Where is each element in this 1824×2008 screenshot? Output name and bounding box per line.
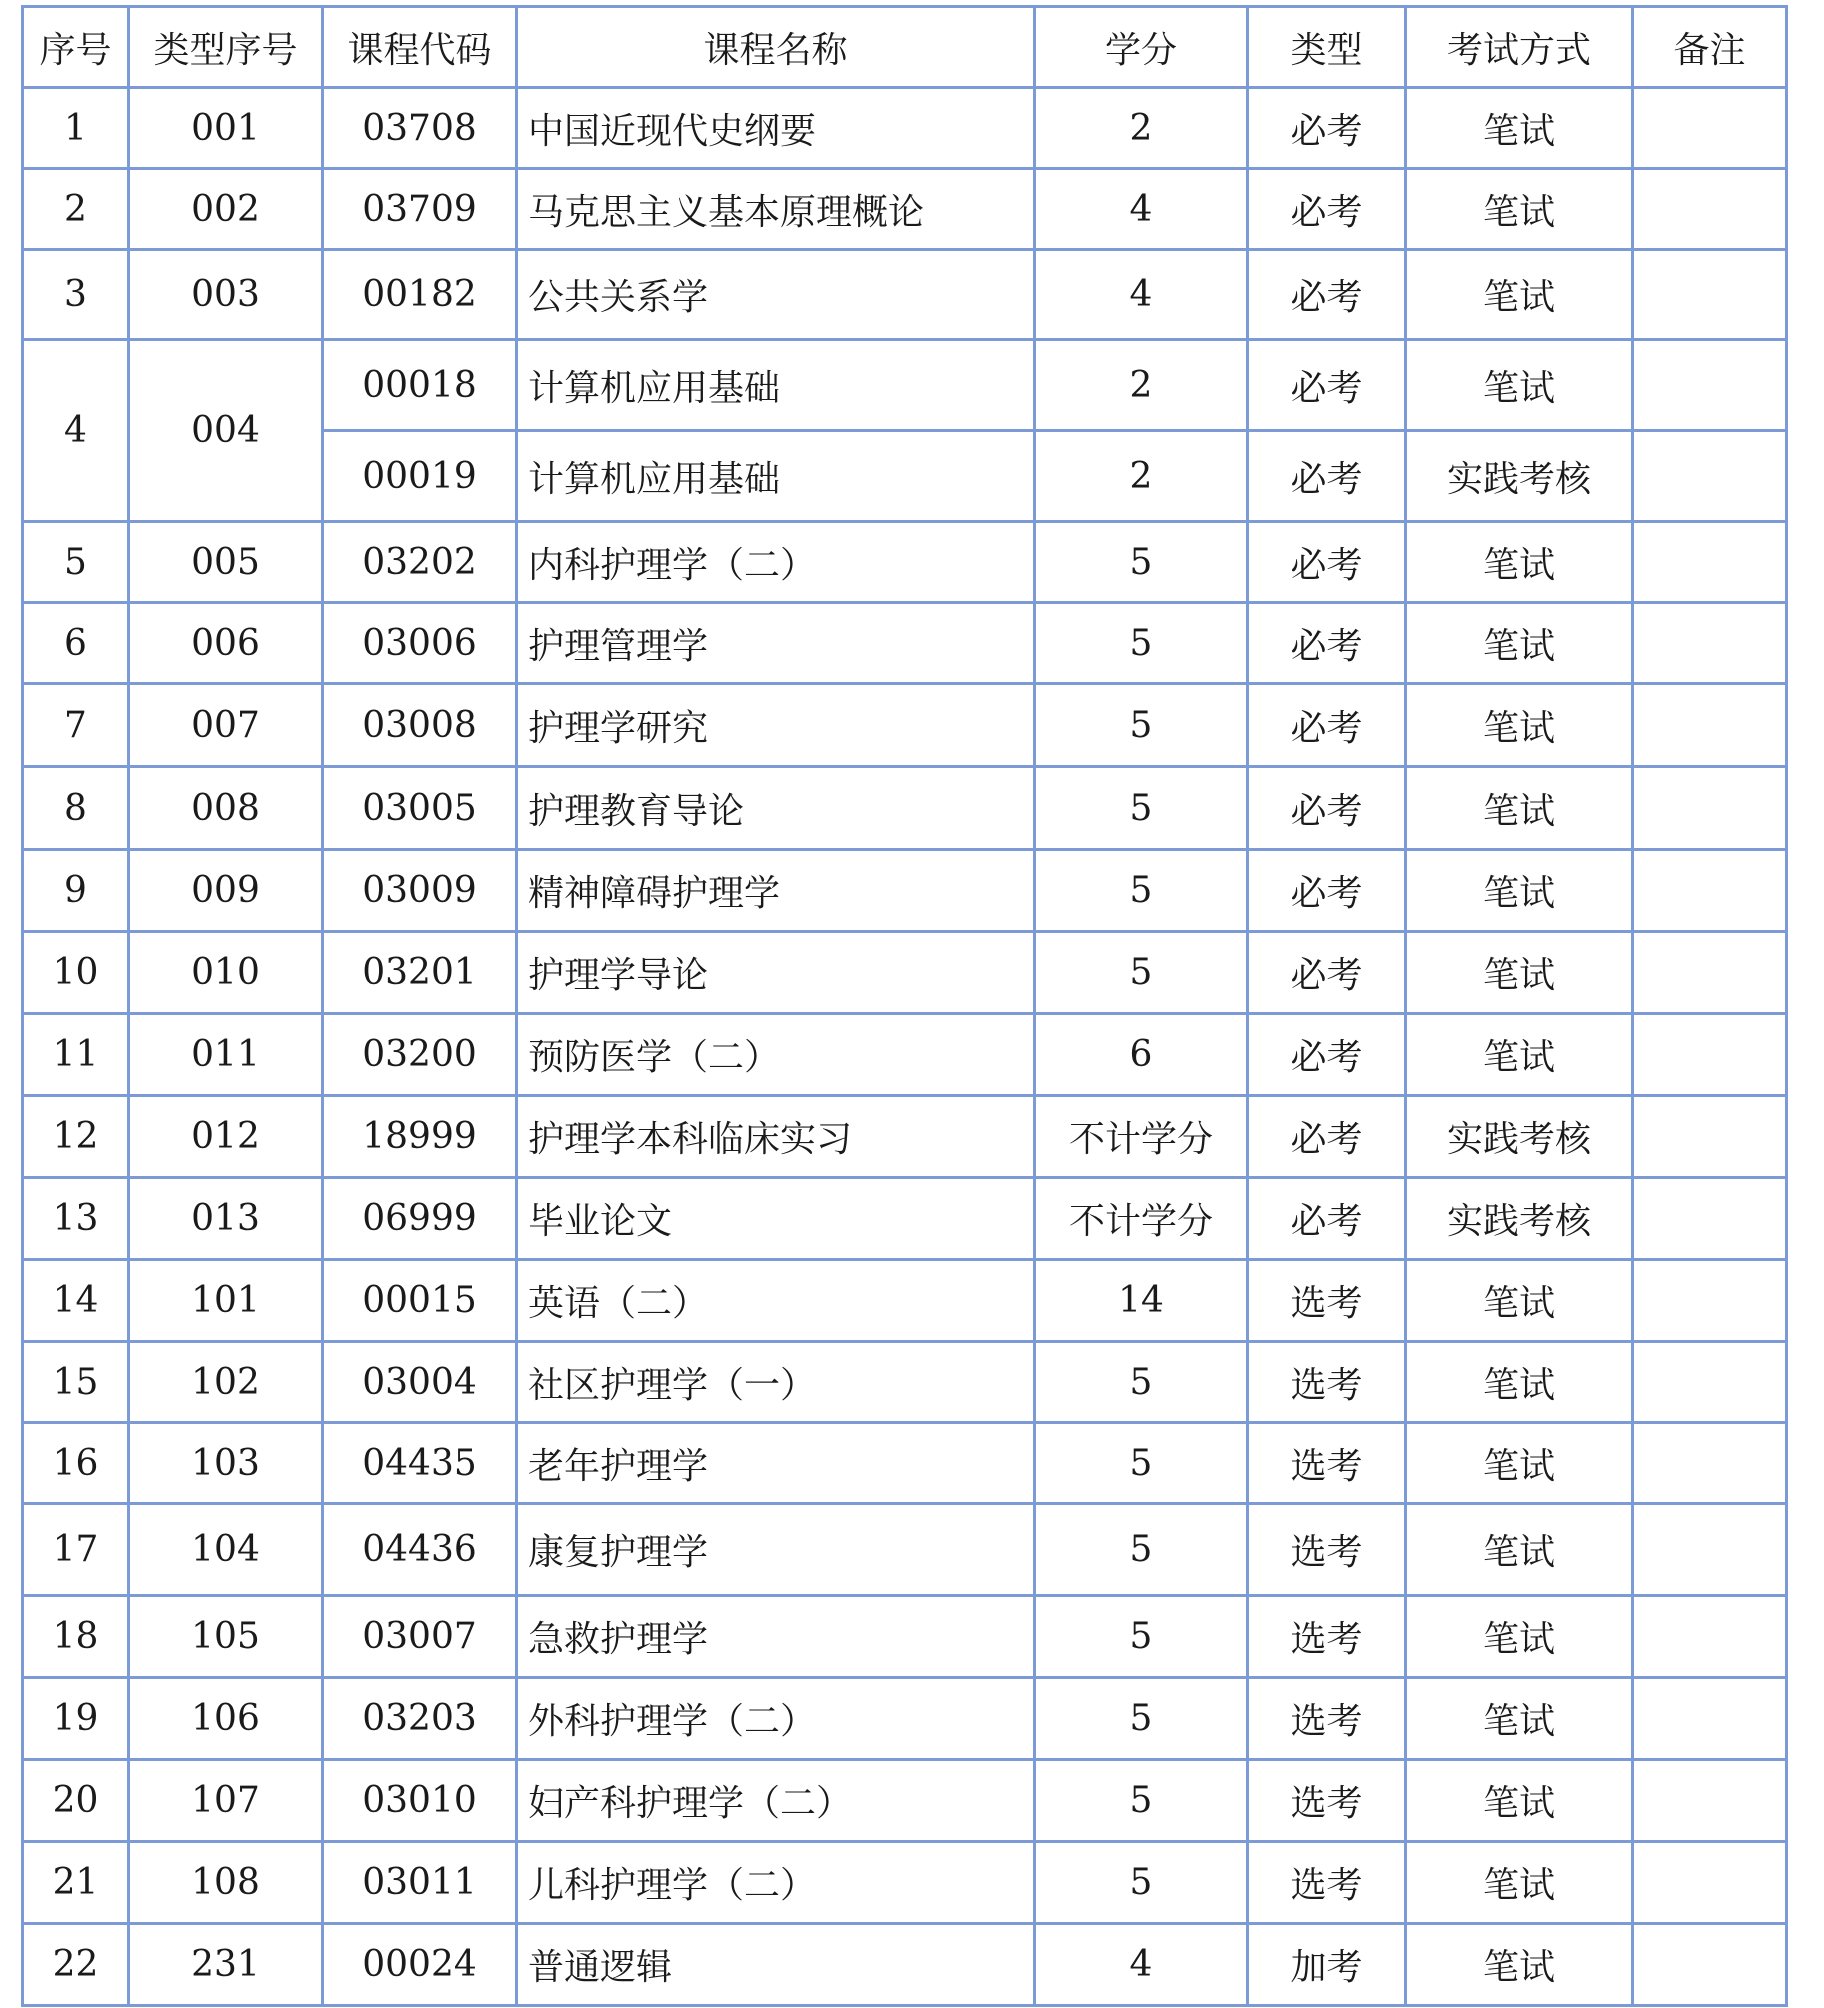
- cell-note: [1633, 88, 1787, 169]
- cell-credit: 5: [1035, 603, 1248, 684]
- cell-type: 必考: [1248, 603, 1406, 684]
- cell-course-name: 中国近现代史纲要: [517, 88, 1035, 169]
- table-row: [23, 340, 1787, 431]
- cell-credit: 5: [1035, 684, 1248, 767]
- cell-course-code: 18999: [323, 1096, 517, 1178]
- cell-type: 选考: [1248, 1342, 1406, 1423]
- cell-course-code: 00024: [323, 1924, 517, 2006]
- cell-course-name: 康复护理学: [517, 1504, 1035, 1596]
- cell-type: 选考: [1248, 1260, 1406, 1342]
- cell-type: 必考: [1248, 250, 1406, 340]
- cell-course-name: 护理管理学: [517, 603, 1035, 684]
- table-row: [23, 767, 1787, 850]
- cell-course-code: 03008: [323, 684, 517, 767]
- cell-seq: 22: [23, 1924, 129, 2006]
- cell-credit: 5: [1035, 1760, 1248, 1842]
- table-row: [23, 1342, 1787, 1423]
- table-row: [23, 1260, 1787, 1342]
- cell-type: 必考: [1248, 522, 1406, 603]
- cell-type: 选考: [1248, 1504, 1406, 1596]
- table-row: [23, 1678, 1787, 1760]
- cell-course-name: 护理教育导论: [517, 767, 1035, 850]
- cell-seq: 16: [23, 1423, 129, 1504]
- cell-credit: 2: [1035, 431, 1248, 522]
- cell-course-code: 03201: [323, 932, 517, 1014]
- table-row: [23, 1423, 1787, 1504]
- cell-exam-method: 笔试: [1406, 767, 1633, 850]
- cell-note: [1633, 1596, 1787, 1678]
- cell-note: [1633, 1423, 1787, 1504]
- cell-type-seq: 011: [129, 1014, 323, 1096]
- cell-exam-method: 笔试: [1406, 1678, 1633, 1760]
- cell-seq: 10: [23, 932, 129, 1014]
- cell-type-seq: 010: [129, 932, 323, 1014]
- cell-type-seq: 002: [129, 169, 323, 250]
- cell-type: 必考: [1248, 1178, 1406, 1260]
- table-row: [23, 250, 1787, 340]
- cell-note: [1633, 1760, 1787, 1842]
- cell-credit: 5: [1035, 850, 1248, 932]
- cell-type: 选考: [1248, 1678, 1406, 1760]
- cell-exam-method: 笔试: [1406, 684, 1633, 767]
- cell-course-name: 英语（二）: [517, 1260, 1035, 1342]
- cell-course-code: 00015: [323, 1260, 517, 1342]
- cell-course-name: 计算机应用基础: [517, 431, 1035, 522]
- cell-seq: 13: [23, 1178, 129, 1260]
- cell-seq: 11: [23, 1014, 129, 1096]
- cell-course-code: 03200: [323, 1014, 517, 1096]
- cell-type-seq: 013: [129, 1178, 323, 1260]
- cell-type: 必考: [1248, 932, 1406, 1014]
- cell-course-name: 普通逻辑: [517, 1924, 1035, 2006]
- table-row: [23, 684, 1787, 767]
- cell-course-code: 03005: [323, 767, 517, 850]
- cell-type: 必考: [1248, 767, 1406, 850]
- header-exam-method: 考试方式: [1406, 7, 1633, 88]
- cell-exam-method: 笔试: [1406, 932, 1633, 1014]
- cell-type-seq: 006: [129, 603, 323, 684]
- cell-course-code: 00018: [323, 340, 517, 431]
- cell-seq: 5: [23, 522, 129, 603]
- cell-type-seq: 008: [129, 767, 323, 850]
- cell-exam-method: 笔试: [1406, 603, 1633, 684]
- cell-credit: 4: [1035, 1924, 1248, 2006]
- cell-type: 选考: [1248, 1423, 1406, 1504]
- cell-note: [1633, 169, 1787, 250]
- cell-course-code: 03010: [323, 1760, 517, 1842]
- cell-exam-method: 笔试: [1406, 1924, 1633, 2006]
- cell-type-seq: 001: [129, 88, 323, 169]
- cell-type-seq: 105: [129, 1596, 323, 1678]
- cell-type: 必考: [1248, 1096, 1406, 1178]
- cell-note: [1633, 603, 1787, 684]
- cell-note: [1633, 1842, 1787, 1924]
- cell-type-seq: 107: [129, 1760, 323, 1842]
- cell-note: [1633, 1504, 1787, 1596]
- cell-exam-method: 实践考核: [1406, 1096, 1633, 1178]
- cell-type-seq: 108: [129, 1842, 323, 1924]
- cell-exam-method: 笔试: [1406, 1260, 1633, 1342]
- cell-credit: 5: [1035, 522, 1248, 603]
- cell-seq: 19: [23, 1678, 129, 1760]
- cell-seq: 17: [23, 1504, 129, 1596]
- cell-course-name: 预防医学（二）: [517, 1014, 1035, 1096]
- cell-type-seq: 007: [129, 684, 323, 767]
- cell-note: [1633, 850, 1787, 932]
- cell-type: 必考: [1248, 1014, 1406, 1096]
- table-row: [23, 1924, 1787, 2006]
- cell-credit: 5: [1035, 1504, 1248, 1596]
- header-credit: 学分: [1035, 7, 1248, 88]
- header-type-seq: 类型序号: [129, 7, 323, 88]
- cell-exam-method: 笔试: [1406, 250, 1633, 340]
- table-row: [23, 1596, 1787, 1678]
- table-row: [23, 850, 1787, 932]
- table-row: [23, 1760, 1787, 1842]
- cell-course-code: 06999: [323, 1178, 517, 1260]
- cell-exam-method: 笔试: [1406, 850, 1633, 932]
- cell-seq: 1: [23, 88, 129, 169]
- cell-course-code: 03202: [323, 522, 517, 603]
- cell-exam-method: 实践考核: [1406, 1178, 1633, 1260]
- cell-seq: 8: [23, 767, 129, 850]
- cell-course-name: 精神障碍护理学: [517, 850, 1035, 932]
- table-body: [23, 88, 1787, 2006]
- cell-credit: 5: [1035, 932, 1248, 1014]
- cell-note: [1633, 1260, 1787, 1342]
- table-row: [23, 1504, 1787, 1596]
- cell-course-name: 社区护理学（一）: [517, 1342, 1035, 1423]
- cell-type-seq: 009: [129, 850, 323, 932]
- header-course-code: 课程代码: [323, 7, 517, 88]
- course-table: [21, 5, 1788, 2007]
- cell-type-seq: 104: [129, 1504, 323, 1596]
- header-note: 备注: [1633, 7, 1787, 88]
- cell-type-seq: 103: [129, 1423, 323, 1504]
- cell-exam-method: 笔试: [1406, 1014, 1633, 1096]
- table-row: [23, 1096, 1787, 1178]
- cell-course-code: 03004: [323, 1342, 517, 1423]
- cell-exam-method: 笔试: [1406, 1423, 1633, 1504]
- cell-exam-method: 笔试: [1406, 1342, 1633, 1423]
- cell-type: 必考: [1248, 431, 1406, 522]
- cell-type-seq: 004: [129, 340, 323, 522]
- cell-course-code: 04436: [323, 1504, 517, 1596]
- cell-credit: 5: [1035, 1596, 1248, 1678]
- cell-note: [1633, 684, 1787, 767]
- cell-exam-method: 笔试: [1406, 1504, 1633, 1596]
- cell-credit: 5: [1035, 1842, 1248, 1924]
- cell-seq: 14: [23, 1260, 129, 1342]
- cell-exam-method: 笔试: [1406, 1596, 1633, 1678]
- table-row: [23, 522, 1787, 603]
- table-row: [23, 932, 1787, 1014]
- cell-credit: 4: [1035, 250, 1248, 340]
- cell-type: 选考: [1248, 1760, 1406, 1842]
- cell-seq: 6: [23, 603, 129, 684]
- cell-seq: 2: [23, 169, 129, 250]
- cell-credit: 5: [1035, 767, 1248, 850]
- cell-note: [1633, 1342, 1787, 1423]
- cell-course-name: 护理学导论: [517, 932, 1035, 1014]
- cell-exam-method: 笔试: [1406, 169, 1633, 250]
- cell-note: [1633, 767, 1787, 850]
- cell-credit: 5: [1035, 1342, 1248, 1423]
- cell-credit: 14: [1035, 1260, 1248, 1342]
- cell-seq: 18: [23, 1596, 129, 1678]
- cell-seq: 3: [23, 250, 129, 340]
- cell-type-seq: 003: [129, 250, 323, 340]
- header-seq: 序号: [23, 7, 129, 88]
- cell-course-code: 03011: [323, 1842, 517, 1924]
- cell-course-code: 03708: [323, 88, 517, 169]
- cell-course-code: 03709: [323, 169, 517, 250]
- cell-course-code: 04435: [323, 1423, 517, 1504]
- cell-seq: 15: [23, 1342, 129, 1423]
- cell-course-name: 妇产科护理学（二）: [517, 1760, 1035, 1842]
- cell-note: [1633, 932, 1787, 1014]
- cell-note: [1633, 1096, 1787, 1178]
- cell-course-name: 计算机应用基础: [517, 340, 1035, 431]
- cell-note: [1633, 340, 1787, 431]
- header-course-name: 课程名称: [517, 7, 1035, 88]
- cell-exam-method: 实践考核: [1406, 431, 1633, 522]
- cell-note: [1633, 1678, 1787, 1760]
- cell-course-code: 03009: [323, 850, 517, 932]
- cell-type-seq: 101: [129, 1260, 323, 1342]
- cell-type-seq: 005: [129, 522, 323, 603]
- cell-course-code: 00182: [323, 250, 517, 340]
- header-type: 类型: [1248, 7, 1406, 88]
- cell-seq: 20: [23, 1760, 129, 1842]
- cell-credit: 不计学分: [1035, 1096, 1248, 1178]
- cell-type: 必考: [1248, 684, 1406, 767]
- cell-note: [1633, 1178, 1787, 1260]
- cell-exam-method: 笔试: [1406, 1760, 1633, 1842]
- cell-credit: 5: [1035, 1678, 1248, 1760]
- cell-type: 必考: [1248, 88, 1406, 169]
- cell-type: 选考: [1248, 1596, 1406, 1678]
- cell-note: [1633, 1014, 1787, 1096]
- cell-credit: 不计学分: [1035, 1178, 1248, 1260]
- cell-credit: 6: [1035, 1014, 1248, 1096]
- cell-course-name: 老年护理学: [517, 1423, 1035, 1504]
- cell-course-name: 公共关系学: [517, 250, 1035, 340]
- cell-credit: 5: [1035, 1423, 1248, 1504]
- cell-type-seq: 231: [129, 1924, 323, 2006]
- table-row: [23, 1178, 1787, 1260]
- cell-exam-method: 笔试: [1406, 522, 1633, 603]
- cell-type: 必考: [1248, 169, 1406, 250]
- cell-seq: 12: [23, 1096, 129, 1178]
- cell-course-name: 毕业论文: [517, 1178, 1035, 1260]
- cell-seq: 9: [23, 850, 129, 932]
- cell-exam-method: 笔试: [1406, 340, 1633, 431]
- cell-seq: 4: [23, 340, 129, 522]
- cell-course-name: 外科护理学（二）: [517, 1678, 1035, 1760]
- cell-course-code: 03203: [323, 1678, 517, 1760]
- cell-course-name: 马克思主义基本原理概论: [517, 169, 1035, 250]
- cell-credit: 4: [1035, 169, 1248, 250]
- cell-course-code: 00019: [323, 431, 517, 522]
- table-row: [23, 1014, 1787, 1096]
- cell-type-seq: 012: [129, 1096, 323, 1178]
- cell-course-name: 护理学研究: [517, 684, 1035, 767]
- cell-course-code: 03006: [323, 603, 517, 684]
- cell-exam-method: 笔试: [1406, 1842, 1633, 1924]
- cell-note: [1633, 250, 1787, 340]
- cell-type-seq: 102: [129, 1342, 323, 1423]
- cell-type: 加考: [1248, 1924, 1406, 2006]
- cell-credit: 2: [1035, 340, 1248, 431]
- cell-credit: 2: [1035, 88, 1248, 169]
- cell-course-name: 儿科护理学（二）: [517, 1842, 1035, 1924]
- cell-exam-method: 笔试: [1406, 88, 1633, 169]
- cell-note: [1633, 1924, 1787, 2006]
- cell-type: 必考: [1248, 850, 1406, 932]
- cell-type-seq: 106: [129, 1678, 323, 1760]
- table-row: [23, 603, 1787, 684]
- cell-course-name: 护理学本科临床实习: [517, 1096, 1035, 1178]
- cell-seq: 7: [23, 684, 129, 767]
- cell-note: [1633, 522, 1787, 603]
- cell-type: 必考: [1248, 340, 1406, 431]
- cell-course-name: 急救护理学: [517, 1596, 1035, 1678]
- cell-note: [1633, 431, 1787, 522]
- table-row: [23, 1842, 1787, 1924]
- cell-seq: 21: [23, 1842, 129, 1924]
- header-row: [23, 7, 1787, 88]
- cell-course-name: 内科护理学（二）: [517, 522, 1035, 603]
- cell-course-code: 03007: [323, 1596, 517, 1678]
- table-row: [23, 88, 1787, 169]
- table-row: [23, 169, 1787, 250]
- cell-type: 选考: [1248, 1842, 1406, 1924]
